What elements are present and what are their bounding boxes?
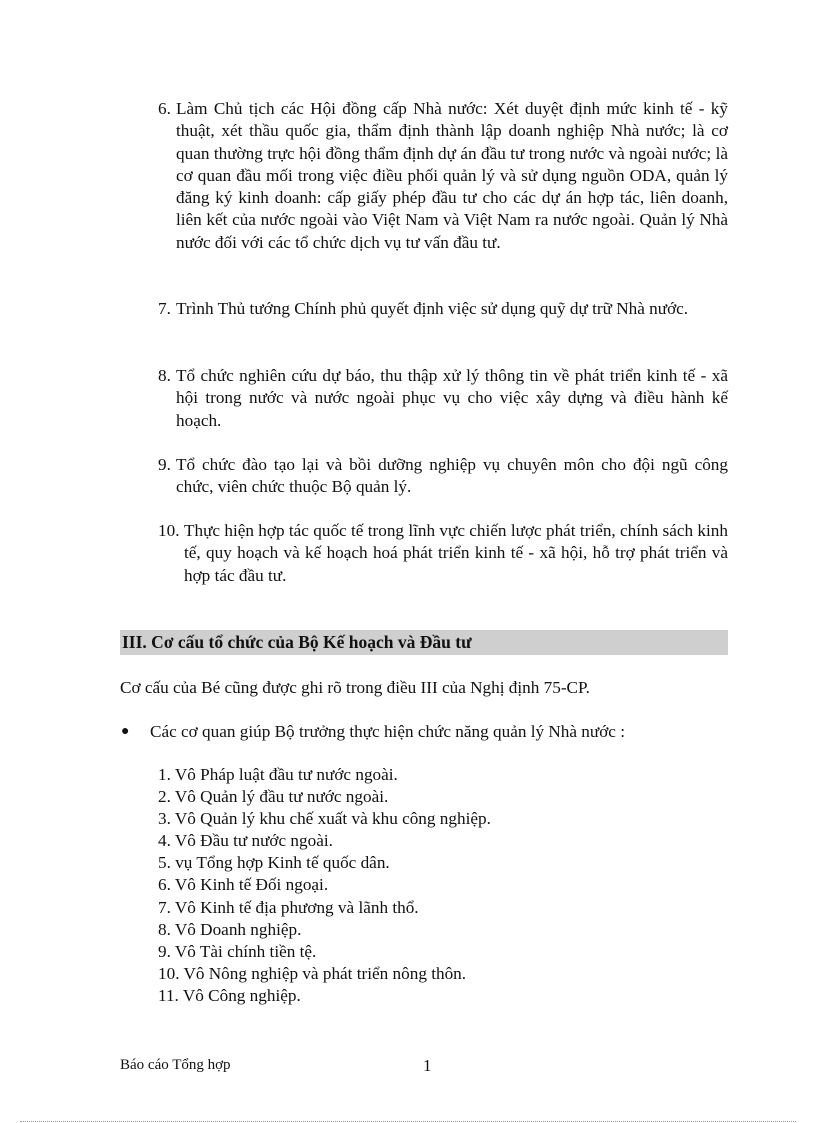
item-number: 9. — [158, 455, 171, 474]
item-text: Làm Chủ tịch các Hội đồng cấp Nhà nước: Xét duyệt định mức kinh tế - kỹ thuật, xét thầu quốc gia, thẩm định thành lập doanh nghiệp Nhà nước; là cơ quan thường trực hội đồng thẩm định dự án đầu tư trong nước và ngoài nước; là cơ quan đầu mối trong việc điều phối quản lý và sử dụng nguồn ODA, quản lý đăng ký kinh doanh: cấp giấy phép đầu tư cho các dự án hợp tác, liên doanh, liên kết của nước ngoài vào Việt Nam và Việt Nam ra nước ngoài. Quản lý Nhà nước đối với các tổ chức dịch vụ tư vấn đầu tư. — [176, 99, 728, 252]
item-text: Thực hiện hợp tác quốc tế trong lĩnh vực chiến lược phát triển, chính sách kinh tế, quy hoạch và kế hoạch hoá phát triển kinh tế - xã hội, hỗ trợ phát triển và hợp tác đầu tư. — [184, 521, 728, 585]
list-item: 8. Vô Doanh nghiệp. — [158, 919, 302, 939]
duty-item-7 — [158, 298, 728, 320]
duty-item-8 — [158, 365, 728, 432]
section-heading: III. Cơ cấu tổ chức của Bộ Kế hoạch và Đầu tư — [120, 630, 728, 655]
list-item: 11. Vô Công nghiệp. — [158, 985, 301, 1005]
list-item: 3. Vô Quản lý khu chế xuất và khu công nghiệp. — [158, 809, 491, 829]
item-text: Tổ chức nghiên cứu dự báo, thu thập xử lý thông tin về phát triển kinh tế - xã hội trong nước và nước ngoài phục vụ cho việc xây dựng và điều hành kế hoạch. — [176, 366, 728, 430]
item-number: 7. — [158, 299, 171, 318]
item-text: Trình Thủ tướng Chính phủ quyết định việc sử dụng quỹ dự trữ Nhà nước. — [176, 299, 689, 318]
list-item: 4. Vô Đầu tư nước ngoài. — [158, 831, 333, 851]
item-text: Tổ chức đào tạo lại và bồi dưỡng nghiệp vụ chuyên môn cho đội ngũ công chức, viên chức thuộc Bộ quản lý. — [176, 455, 728, 497]
duty-item-6 — [158, 98, 728, 254]
duty-item-9 — [158, 454, 728, 499]
list-item: 10. Vô Nông nghiệp và phát triển nông thôn. — [158, 963, 467, 983]
duty-item-10 — [158, 520, 728, 587]
department-list — [158, 764, 491, 1007]
list-item: 2. Vô Quản lý đầu tư nước ngoài. — [158, 787, 389, 807]
item-number: 10. — [158, 521, 180, 540]
list-item: 5. vụ Tổng hợp Kinh tế quốc dân. — [158, 853, 390, 873]
list-item: 9. Vô Tài chính tiền tệ. — [158, 941, 317, 961]
bullet-icon: ● — [121, 724, 130, 739]
page-divider — [20, 1121, 796, 1122]
list-item: 1. Vô Pháp luật đầu tư nước ngoài. — [158, 765, 398, 784]
list-item: 7. Vô Kinh tế địa phương và lãnh thổ. — [158, 897, 419, 917]
intro-paragraph: Cơ cấu của Bé cũng được ghi rõ trong điều III của Nghị định 75-CP. — [120, 678, 590, 697]
list-item: 6. Vô Kinh tế Đối ngoại. — [158, 875, 329, 895]
item-number: 8. — [158, 366, 171, 385]
footer-title: Báo cáo Tổng hợp — [120, 1057, 231, 1073]
bullet-text: Các cơ quan giúp Bộ trưởng thực hiện chức năng quản lý Nhà nước : — [150, 722, 626, 741]
page-number: 1 — [423, 1056, 432, 1075]
item-number: 6. — [158, 99, 171, 118]
